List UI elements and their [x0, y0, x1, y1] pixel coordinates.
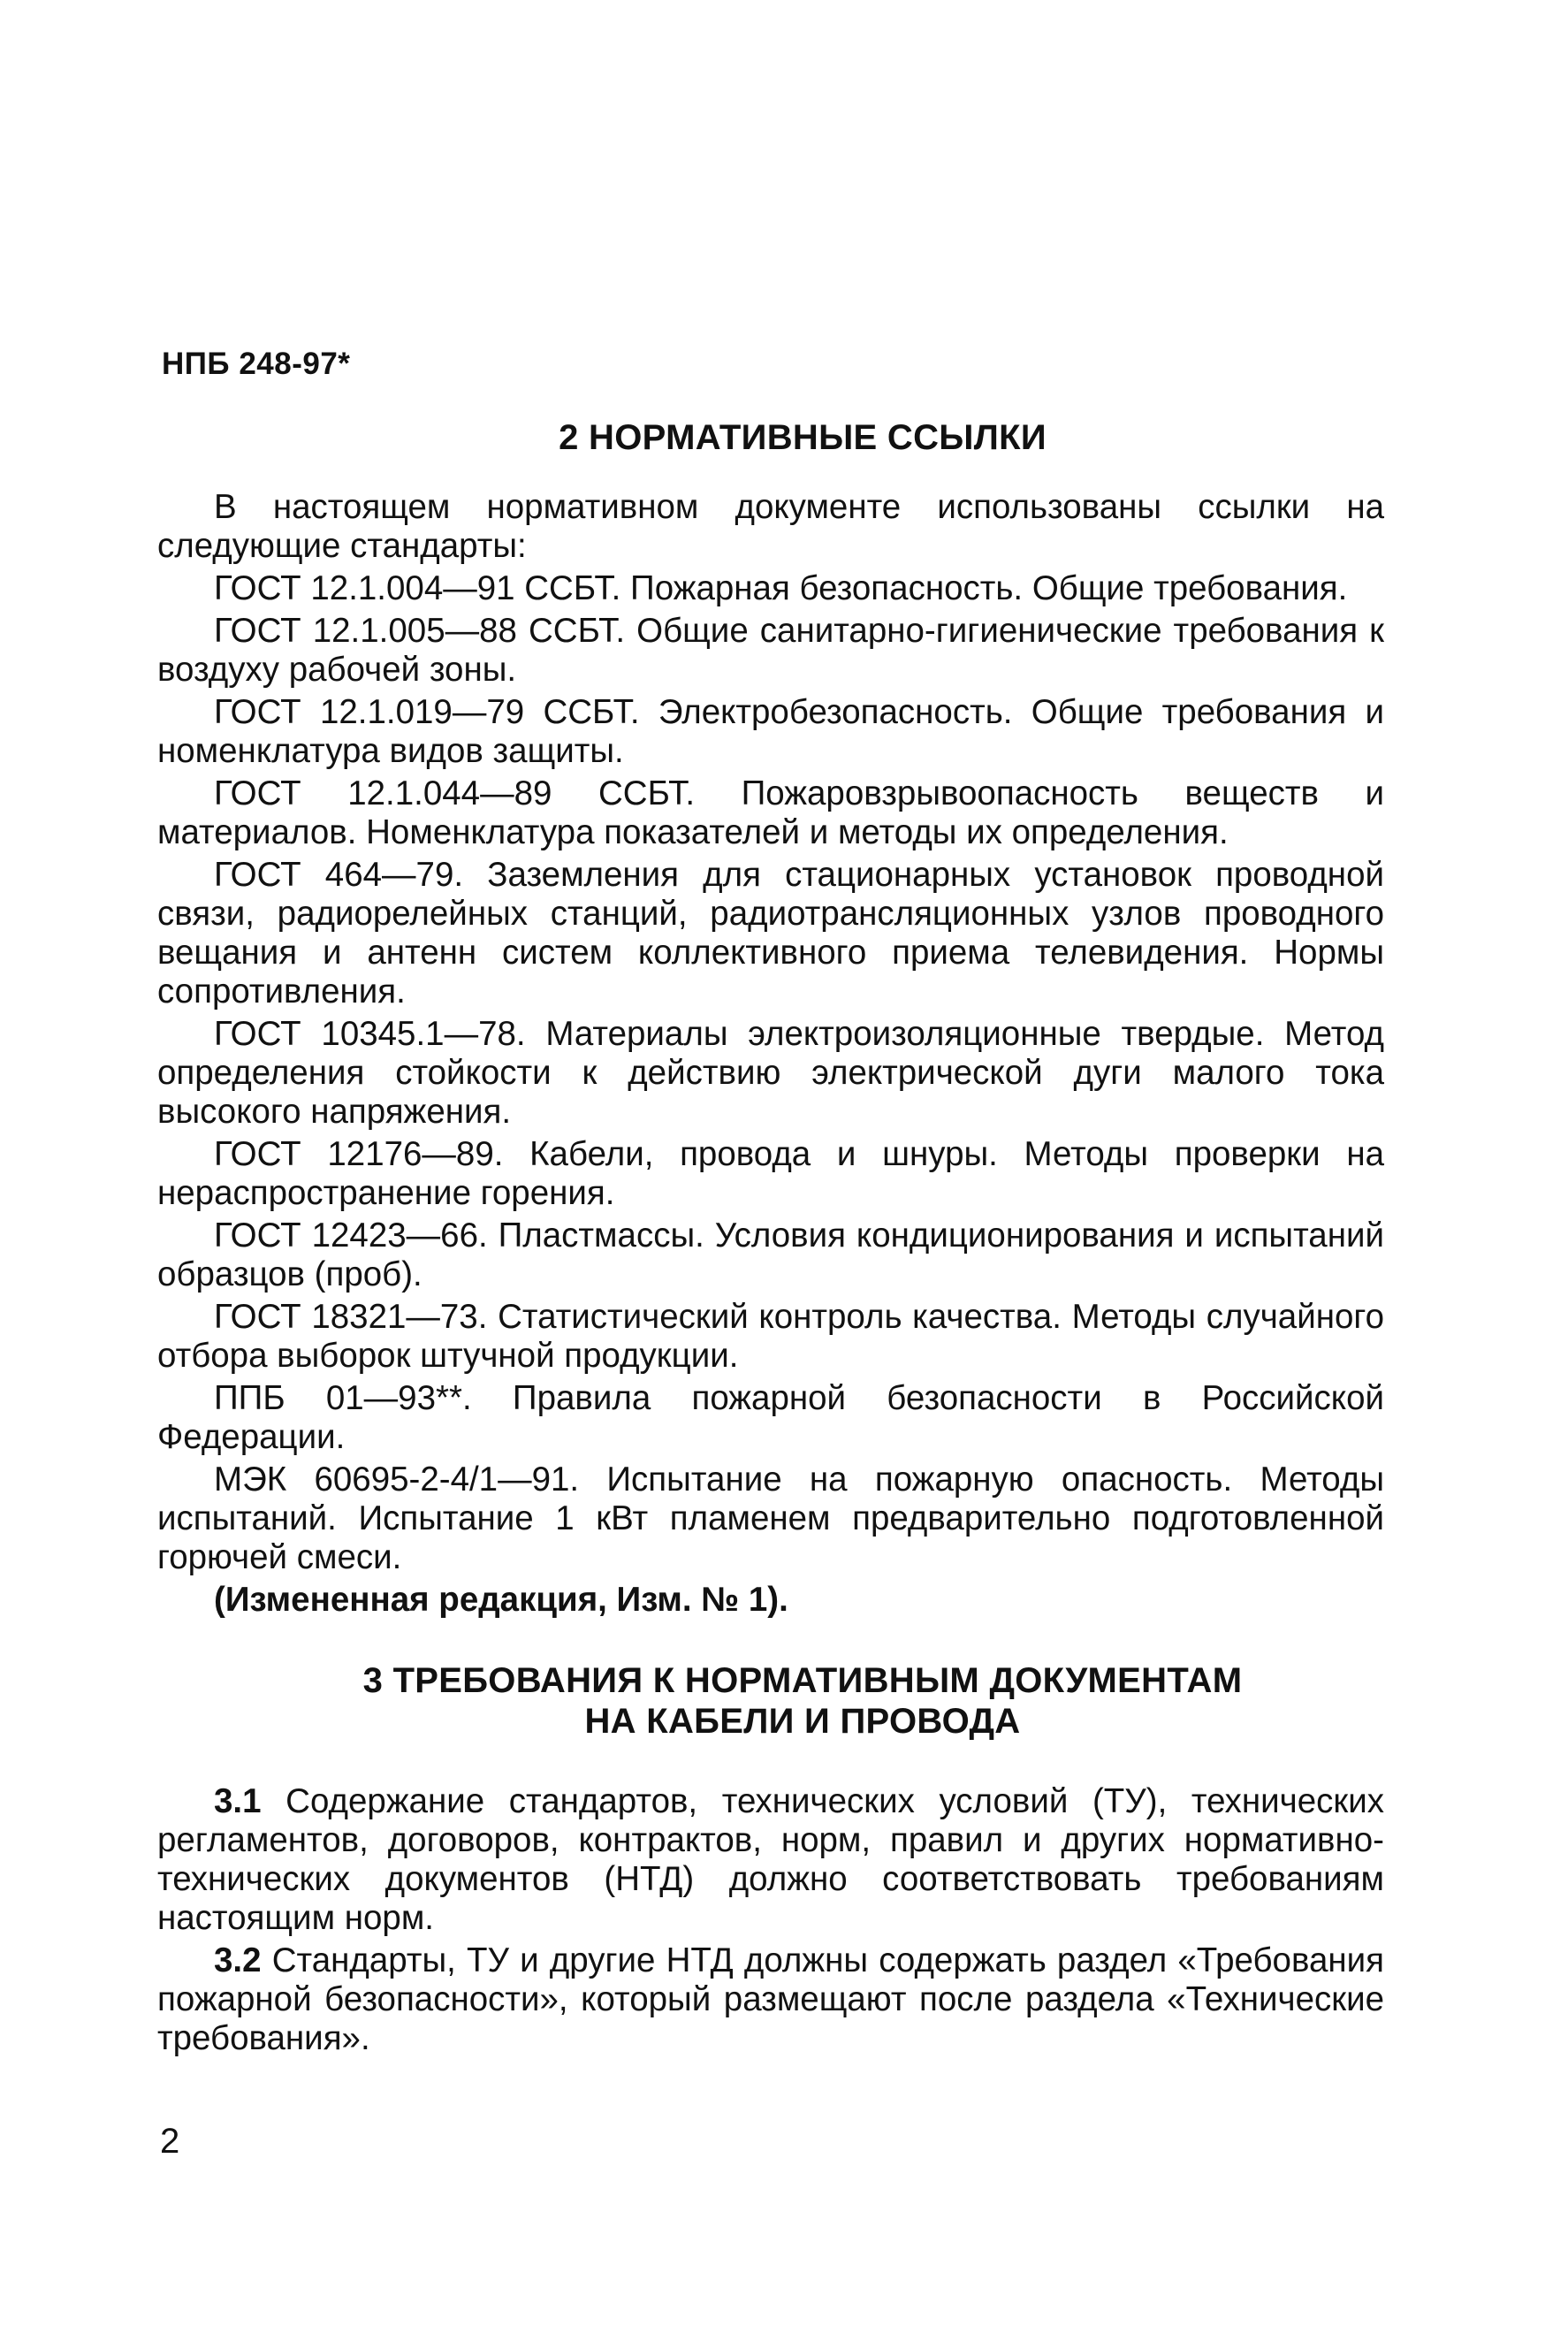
clause-text: Содержание стандартов, технических условий (ТУ), технических регламентов, договоров, контрактов, норм, правил и других нормативно-технических документов (НТД) должно соответствовать требованиям настоящим норм.: [157, 1782, 1384, 1937]
reference-item: ГОСТ 12.1.004—91 ССБТ. Пожарная безопасность. Общие требования.: [214, 569, 1348, 607]
clause-number: 3.2: [214, 1941, 262, 1979]
reference-item: ППБ 01—93**. Правила пожарной безопасности в Российской Федерации.: [157, 1379, 1384, 1456]
reference-item: ГОСТ 12.1.044—89 ССБТ. Пожаровзрывоопасность веществ и материалов. Номенклатура показателей и методы их определения.: [157, 774, 1384, 851]
clause-number: 3.1: [214, 1782, 262, 1820]
document-code: НПБ 248-97*: [162, 347, 351, 381]
section-3-title-line-2: НА КАБЕЛИ И ПРОВОДА: [584, 1702, 1021, 1741]
reference-item: ГОСТ 10345.1—78. Материалы электроизоляционные твердые. Метод определения стойкости к действию электрической дуги малого тока высокого напряжения.: [157, 1015, 1384, 1131]
section-3-title-line-1: 3 ТРЕБОВАНИЯ К НОРМАТИВНЫМ ДОКУМЕНТАМ: [362, 1661, 1243, 1700]
amendment-note: (Измененная редакция, Изм. № 1).: [214, 1581, 788, 1619]
reference-item: ГОСТ 12423—66. Пластмассы. Условия кондиционирования и испытаний образцов (проб).: [157, 1216, 1384, 1293]
reference-item: ГОСТ 12176—89. Кабели, провода и шнуры. Методы проверки на нераспространение горения.: [157, 1135, 1384, 1212]
clause-3-1: [157, 1782, 1384, 1938]
section-2-title: 2 НОРМАТИВНЫЕ ССЫЛКИ: [559, 418, 1047, 457]
reference-item: ГОСТ 12.1.019—79 ССБТ. Электробезопасность. Общие требования и номенклатура видов защиты.: [157, 693, 1384, 770]
clause-text: Стандарты, ТУ и другие НТД должны содержать раздел «Требования пожарной безопасности», который размещают после раздела «Технические требования».: [157, 1941, 1385, 2057]
reference-item: МЭК 60695-2-4/1—91. Испытание на пожарную опасность. Методы испытаний. Испытание 1 кВт пламенем предварительно подготовленной горючей смеси.: [157, 1460, 1384, 1576]
page-content: [157, 417, 1384, 2062]
reference-item: ГОСТ 12.1.005—88 ССБТ. Общие санитарно-гигиенические требования к воздуху рабочей зоны.: [157, 612, 1384, 689]
section-2-intro: В настоящем нормативном документе использованы ссылки на следующие стандарты:: [157, 488, 1384, 565]
reference-item: ГОСТ 464—79. Заземления для стационарных установок проводной связи, радиорелейных станций, радиотрансляционных узлов проводного вещания и антенн систем коллективного приема телевидения. Нормы сопротивления.: [157, 856, 1384, 1010]
clause-3-2: [157, 1941, 1384, 2058]
section-3-title: [157, 1660, 1384, 1742]
reference-item: ГОСТ 18321—73. Статистический контроль качества. Методы случайного отбора выборок штучной продукции.: [157, 1298, 1384, 1375]
page-number: 2: [160, 2122, 180, 2161]
